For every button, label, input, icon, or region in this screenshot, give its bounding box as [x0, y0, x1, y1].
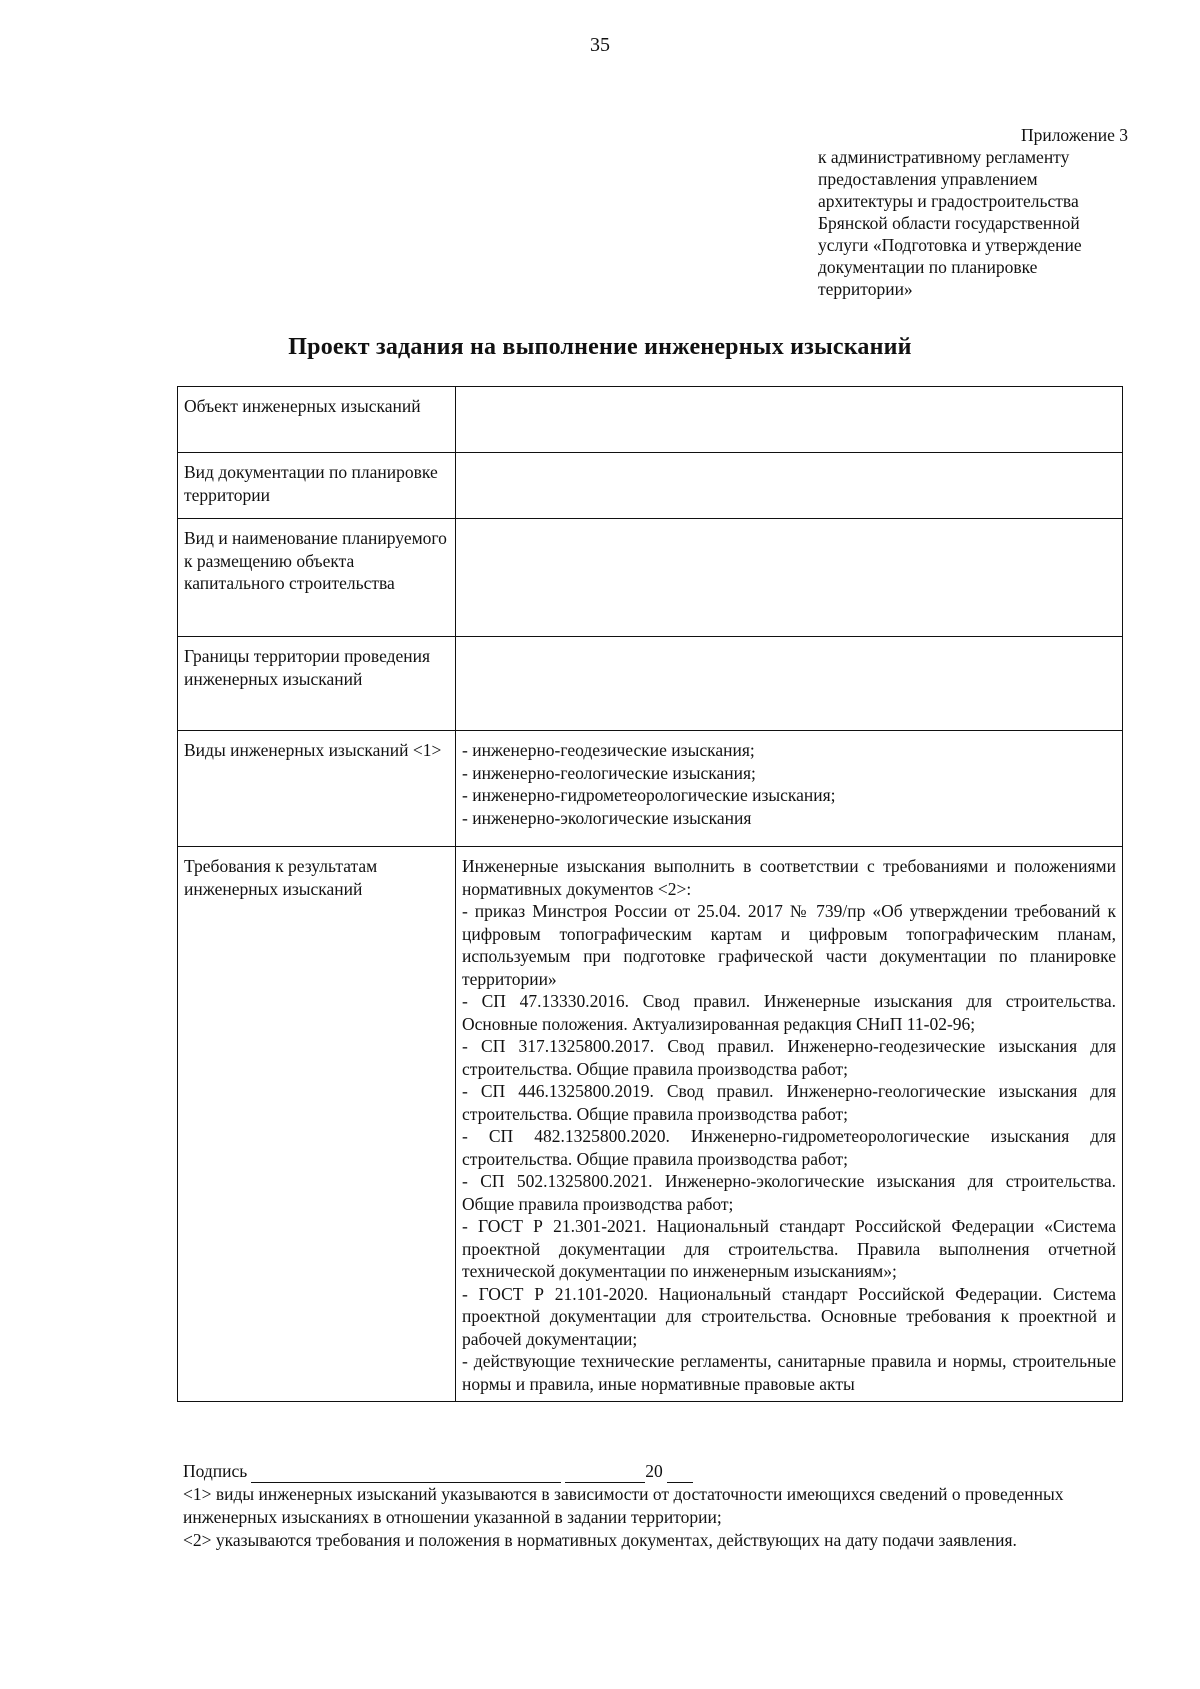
requirement-paragraph: - действующие технические регламенты, санитарные правила и нормы, строительные нормы и правила, иные нормативные правовые акты	[462, 1351, 1116, 1394]
row-value	[456, 637, 1123, 731]
table-row	[178, 847, 1123, 1402]
footer	[183, 1460, 1083, 1552]
row-label: Виды инженерных изысканий <1>	[178, 731, 456, 847]
signature-year-blank	[667, 1465, 693, 1483]
appendix-line: предоставления управлением	[818, 169, 1038, 189]
document-title: Проект задания на выполнение инженерных изысканий	[288, 334, 912, 360]
requirements-cell	[456, 847, 1123, 1402]
row-label: Требования к результатам инженерных изысканий	[178, 847, 456, 1402]
appendix-line: к административному регламенту	[818, 147, 1070, 167]
footnote: <1> виды инженерных изысканий указываются в зависимости от достаточности имеющихся сведений о проведенных инженерных изысканиях в отношении указанной в задании территории;	[183, 1484, 1064, 1527]
signature-date-blank	[565, 1465, 645, 1483]
table-row	[178, 453, 1123, 519]
task-table	[177, 386, 1123, 1402]
appendix-line: Приложение 3	[1020, 125, 1128, 145]
appendix-line: архитектуры и градостроительства	[818, 191, 1079, 211]
table-row	[178, 637, 1123, 731]
requirement-paragraph: - СП 47.13330.2016. Свод правил. Инженерные изыскания для строительства. Основные положения. Актуализированная редакция СНиП 11-02-96;	[462, 991, 1116, 1034]
requirement-paragraph: - ГОСТ Р 21.101-2020. Национальный стандарт Российской Федерации. Система проектной документации для строительства. Основные требования к проектной и рабочей документации;	[462, 1283, 1116, 1349]
requirement-paragraph: - ГОСТ Р 21.301-2021. Национальный стандарт Российской Федерации «Система проектной документации для строительства. Правила выполнения отчетной технической документации по инженерным изысканиям»;	[462, 1216, 1116, 1281]
footnote: <2> указываются требования и положения в нормативных документах, действующих на дату подачи заявления.	[183, 1530, 1017, 1550]
appendix-block	[818, 124, 1128, 300]
survey-type-item: - инженерно-геодезические изыскания;	[462, 740, 755, 760]
row-value	[456, 387, 1123, 453]
signature-line	[183, 1460, 1083, 1483]
survey-type-item: - инженерно-экологические изыскания	[462, 807, 752, 828]
signature-label: Подпись	[183, 1461, 248, 1481]
signature-year: 20	[645, 1461, 663, 1481]
requirement-paragraph: Инженерные изыскания выполнить в соответствии с требованиями и положениями нормативных документов <2>:	[462, 856, 1116, 899]
survey-type-item: - инженерно-гидрометеорологические изыскания;	[462, 785, 836, 805]
requirement-paragraph: - СП 482.1325800.2020. Инженерно-гидрометеорологические изыскания для строительства. Общие правила производства работ;	[462, 1126, 1116, 1169]
table-row	[178, 387, 1123, 453]
appendix-line: услуги «Подготовка и утверждение	[818, 235, 1082, 255]
requirement-paragraph: - СП 502.1325800.2021. Инженерно-экологические изыскания для строительства. Общие правила производства работ;	[462, 1171, 1116, 1214]
table-row	[178, 519, 1123, 637]
table-row	[178, 731, 1123, 847]
appendix-line: Брянской области государственной	[818, 213, 1080, 233]
appendix-line: документации по планировке	[818, 257, 1038, 277]
requirement-paragraph: - СП 317.1325800.2017. Свод правил. Инженерно-геодезические изыскания для строительства. Общие правила производства работ;	[462, 1036, 1116, 1079]
row-label: Границы территории проведения инженерных изысканий	[178, 637, 456, 731]
row-value	[456, 453, 1123, 519]
page-number: 35	[590, 34, 610, 56]
row-label: Вид документации по планировке территории	[178, 453, 456, 519]
row-value	[456, 519, 1123, 637]
survey-types-cell	[456, 731, 1123, 847]
row-label: Вид и наименование планируемого к размещению объекта капитального строительства	[178, 519, 456, 637]
signature-blank	[251, 1465, 561, 1483]
requirement-paragraph: - приказ Минстроя России от 25.04. 2017 № 739/пр «Об утверждении требований к цифровым топографическим картам и цифровым топографическим планам, используемым при подготовке графической части документации по планировке территории»	[462, 901, 1116, 989]
appendix-line: территории»	[818, 279, 913, 299]
requirement-paragraph: - СП 446.1325800.2019. Свод правил. Инженерно-геологические изыскания для строительства. Общие правила производства работ;	[462, 1081, 1116, 1124]
survey-type-item: - инженерно-геологические изыскания;	[462, 762, 756, 783]
row-label: Объект инженерных изысканий	[178, 387, 456, 453]
